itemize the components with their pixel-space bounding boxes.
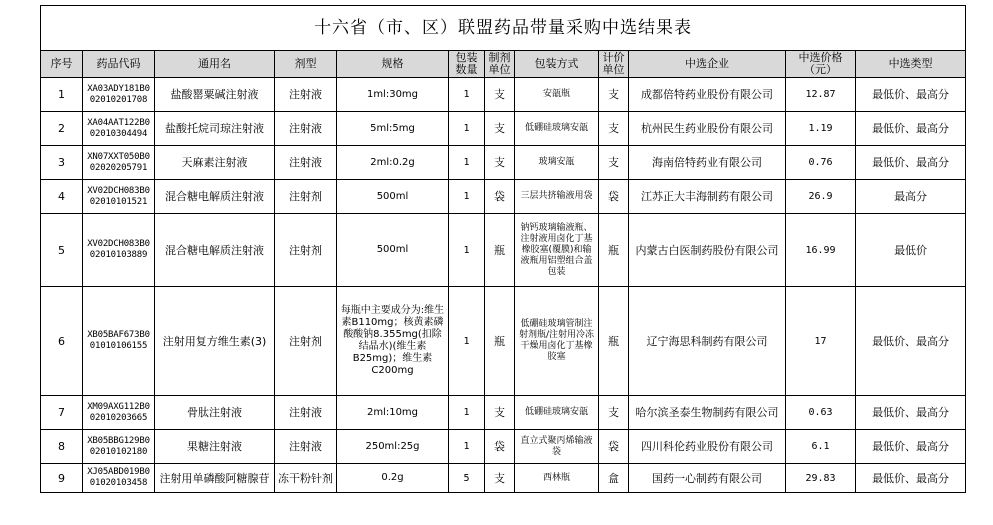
- cell-name: 盐酸托烷司琼注射液: [155, 112, 275, 146]
- table-title: 十六省（市、区）联盟药品带量采购中选结果表: [41, 6, 966, 51]
- col-header-form: 剂型: [275, 51, 337, 78]
- col-header-no: 序号: [41, 51, 83, 78]
- cell-unit: 支: [485, 78, 515, 112]
- cell-price: 0.63: [786, 396, 856, 430]
- cell-no: 2: [41, 112, 83, 146]
- cell-price: 6.1: [786, 430, 856, 464]
- cell-qty: 1: [449, 430, 485, 464]
- cell-form: 注射液: [275, 78, 337, 112]
- cell-price: 1.19: [786, 112, 856, 146]
- cell-no: 4: [41, 180, 83, 214]
- cell-no: 7: [41, 396, 83, 430]
- cell-unit: 袋: [485, 180, 515, 214]
- cell-company: 国药一心制药有限公司: [629, 464, 786, 493]
- col-header-price: 中选价格 （元）: [786, 51, 856, 78]
- cell-code: XA03ADY181B0 02010201708: [83, 78, 155, 112]
- cell-form: 注射液: [275, 146, 337, 180]
- table-row: [41, 180, 966, 214]
- cell-price: 26.9: [786, 180, 856, 214]
- cell-form: 冻干粉针剂: [275, 464, 337, 493]
- table-row: [41, 78, 966, 112]
- cell-type: 最低价、最高分: [856, 146, 966, 180]
- cell-qty: 5: [449, 464, 485, 493]
- cell-unit: 支: [485, 146, 515, 180]
- cell-pack: 低硼硅玻璃安瓿: [515, 112, 599, 146]
- result-table: [40, 5, 966, 493]
- cell-code: XA04AAT122B0 02010304494: [83, 112, 155, 146]
- cell-price: 12.87: [786, 78, 856, 112]
- cell-price-unit: 盒: [599, 464, 629, 493]
- cell-company: 四川科伦药业股份有限公司: [629, 430, 786, 464]
- cell-no: 6: [41, 287, 83, 396]
- cell-type: 最低价、最高分: [856, 287, 966, 396]
- cell-pack: 直立式聚丙烯输液袋: [515, 430, 599, 464]
- cell-price-unit: 瓶: [599, 287, 629, 396]
- cell-spec: 2ml:10mg: [337, 396, 449, 430]
- cell-company: 成都倍特药业股份有限公司: [629, 78, 786, 112]
- cell-unit: 支: [485, 112, 515, 146]
- cell-unit: 袋: [485, 430, 515, 464]
- cell-form: 注射剂: [275, 180, 337, 214]
- cell-qty: 1: [449, 180, 485, 214]
- cell-type: 最高分: [856, 180, 966, 214]
- cell-unit: 瓶: [485, 214, 515, 287]
- cell-form: 注射液: [275, 396, 337, 430]
- cell-company: 哈尔滨圣泰生物制药有限公司: [629, 396, 786, 430]
- cell-price: 0.76: [786, 146, 856, 180]
- cell-qty: 1: [449, 214, 485, 287]
- table-row: [41, 112, 966, 146]
- cell-form: 注射剂: [275, 214, 337, 287]
- cell-no: 5: [41, 214, 83, 287]
- cell-code: XJ05ABD019B0 01020103458: [83, 464, 155, 493]
- col-header-unit: 制剂 单位: [485, 51, 515, 78]
- cell-price-unit: 瓶: [599, 214, 629, 287]
- cell-price-unit: 支: [599, 396, 629, 430]
- cell-no: 9: [41, 464, 83, 493]
- cell-type: 最低价、最高分: [856, 464, 966, 493]
- cell-price-unit: 支: [599, 112, 629, 146]
- cell-form: 注射剂: [275, 287, 337, 396]
- cell-qty: 1: [449, 78, 485, 112]
- cell-form: 注射液: [275, 430, 337, 464]
- cell-pack: 玻璃安瓿: [515, 146, 599, 180]
- cell-qty: 1: [449, 112, 485, 146]
- cell-name: 注射用单磷酸阿糖腺苷: [155, 464, 275, 493]
- cell-type: 最低价、最高分: [856, 112, 966, 146]
- table-row: [41, 287, 966, 396]
- cell-type: 最低价、最高分: [856, 78, 966, 112]
- cell-form: 注射液: [275, 112, 337, 146]
- cell-pack: 钠钙玻璃输液瓶、注射液用卤化丁基橡胶塞(覆膜)和输液瓶用铝塑组合盖包装: [515, 214, 599, 287]
- cell-qty: 1: [449, 396, 485, 430]
- cell-code: XV02DCH083B0 02010103889: [83, 214, 155, 287]
- table-row: [41, 214, 966, 287]
- cell-pack: 西林瓶: [515, 464, 599, 493]
- cell-company: 杭州民生药业股份有限公司: [629, 112, 786, 146]
- table-row: [41, 396, 966, 430]
- cell-unit: 瓶: [485, 287, 515, 396]
- table-row: [41, 430, 966, 464]
- cell-name: 混合糖电解质注射液: [155, 214, 275, 287]
- cell-spec: 每瓶中主要成分为:维生素B110mg；核黄素磷酸酸钠8.355mg(扣除结晶水)(维生素B25mg)；维生素C200mg: [337, 287, 449, 396]
- cell-qty: 1: [449, 146, 485, 180]
- cell-unit: 支: [485, 464, 515, 493]
- cell-company: 海南倍特药业有限公司: [629, 146, 786, 180]
- cell-no: 1: [41, 78, 83, 112]
- cell-name: 注射用复方维生素(3): [155, 287, 275, 396]
- cell-spec: 2ml:0.2g: [337, 146, 449, 180]
- cell-code: XN07XXT050B0 02020205791: [83, 146, 155, 180]
- table-row: [41, 464, 966, 493]
- cell-company: 江苏正大丰海制药有限公司: [629, 180, 786, 214]
- cell-code: XV02DCH083B0 02010101521: [83, 180, 155, 214]
- cell-price-unit: 袋: [599, 430, 629, 464]
- cell-qty: 1: [449, 287, 485, 396]
- cell-price: 16.99: [786, 214, 856, 287]
- cell-price-unit: 支: [599, 78, 629, 112]
- col-header-code: 药品代码: [83, 51, 155, 78]
- cell-code: XM09AXG112B0 02010203665: [83, 396, 155, 430]
- cell-price-unit: 袋: [599, 180, 629, 214]
- cell-pack: 三层共挤输液用袋: [515, 180, 599, 214]
- cell-pack: 安瓿瓶: [515, 78, 599, 112]
- cell-code: XB05BAF673B0 01010106155: [83, 287, 155, 396]
- cell-pack: 低硼硅玻璃管制注射剂瓶/注射用冷冻干燥用卤化丁基橡胶塞: [515, 287, 599, 396]
- cell-price: 29.83: [786, 464, 856, 493]
- cell-company: 辽宁海思科制药有限公司: [629, 287, 786, 396]
- cell-name: 骨肽注射液: [155, 396, 275, 430]
- cell-spec: 5ml:5mg: [337, 112, 449, 146]
- col-header-price-unit: 计价 单位: [599, 51, 629, 78]
- cell-spec: 1ml:30mg: [337, 78, 449, 112]
- cell-price-unit: 支: [599, 146, 629, 180]
- cell-unit: 支: [485, 396, 515, 430]
- cell-spec: 0.2g: [337, 464, 449, 493]
- cell-name: 天麻素注射液: [155, 146, 275, 180]
- cell-name: 混合糖电解质注射液: [155, 180, 275, 214]
- col-header-pack: 包装方式: [515, 51, 599, 78]
- header-row: [41, 51, 966, 78]
- cell-no: 8: [41, 430, 83, 464]
- cell-type: 最低价: [856, 214, 966, 287]
- cell-no: 3: [41, 146, 83, 180]
- cell-company: 内蒙古白医制药股份有限公司: [629, 214, 786, 287]
- cell-type: 最低价、最高分: [856, 430, 966, 464]
- cell-code: XB05BBG129B0 02010102180: [83, 430, 155, 464]
- cell-type: 最低价、最高分: [856, 396, 966, 430]
- cell-price: 17: [786, 287, 856, 396]
- cell-spec: 500ml: [337, 180, 449, 214]
- result-sheet: [40, 5, 965, 493]
- col-header-spec: 规格: [337, 51, 449, 78]
- col-header-type: 中选类型: [856, 51, 966, 78]
- col-header-qty: 包装 数量: [449, 51, 485, 78]
- col-header-name: 通用名: [155, 51, 275, 78]
- cell-name: 盐酸罂粟碱注射液: [155, 78, 275, 112]
- cell-spec: 250ml:25g: [337, 430, 449, 464]
- cell-name: 果糖注射液: [155, 430, 275, 464]
- cell-pack: 低硼硅玻璃安瓿: [515, 396, 599, 430]
- cell-spec: 500ml: [337, 214, 449, 287]
- table-row: [41, 146, 966, 180]
- col-header-company: 中选企业: [629, 51, 786, 78]
